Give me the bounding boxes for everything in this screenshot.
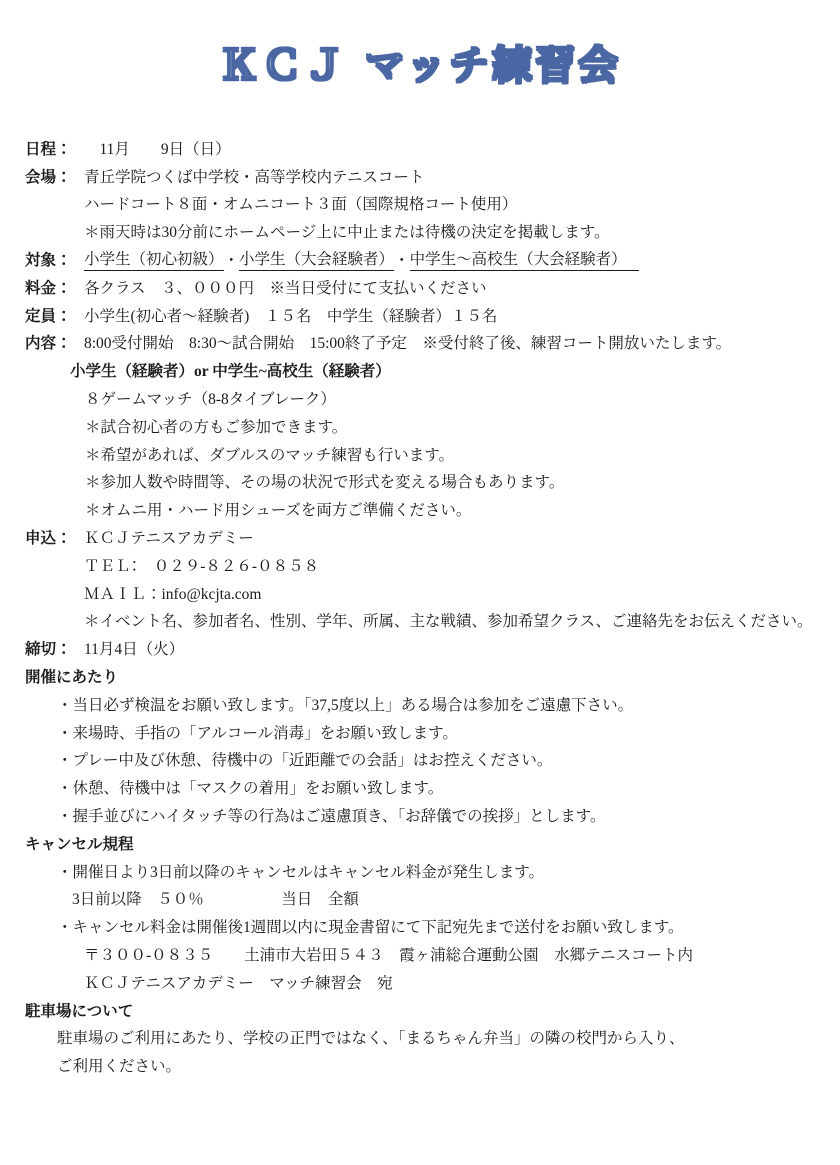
cancellation-address-line <box>0 940 840 968</box>
venue-rain-note-line <box>0 217 840 245</box>
fee-row <box>0 273 840 301</box>
parking-text-line <box>0 1024 840 1052</box>
venue-courts-line <box>0 190 840 218</box>
deadline-label: 締切： <box>25 641 72 659</box>
target-group-3: 中学生～高校生（大会経験者） <box>410 247 639 271</box>
deadline-value: 11月4日（火） <box>84 641 185 659</box>
application-mail: ＭＡＩＬ：info@kcjta.com <box>84 585 262 603</box>
parking-text: 駐車場のご利用にあたり、学校の正門ではなく、「まるちゃん弁当」の隣の校門から入り、 <box>57 1030 685 1048</box>
cancellation-rule-text: ・開催日より3日前以降のキャンセルはキャンセル料金が発生します。 <box>57 863 545 881</box>
program-subheading: 小学生（経験者）or 中学生~高校生（経験者） <box>70 363 391 381</box>
program-detail-line <box>0 495 840 523</box>
fee-label: 料金： <box>25 279 72 297</box>
target-separator: ・ <box>223 252 240 270</box>
doc-body <box>0 134 840 1079</box>
program-detail-text: ＊試合初心者の方もご参加できます。 <box>85 418 348 436</box>
application-value: ＫＣＪテニスアカデミー <box>84 530 254 548</box>
schedule-row <box>0 134 840 162</box>
cancellation-addressee-text: ＫＣＪテニスアカデミー マッチ練習会 宛 <box>84 974 393 992</box>
program-detail-line <box>0 440 840 468</box>
cancellation-fees-line <box>0 885 840 913</box>
parking-heading-line <box>0 996 840 1024</box>
doc-title: ＫＣＪ マッチ練習会 <box>218 43 622 89</box>
venue-courts-text: ハードコート８面・オムニコート３面（国際規格コート使用） <box>84 196 518 214</box>
cancellation-heading: キャンセル規程 <box>25 835 134 853</box>
parking-text-line <box>0 1051 840 1079</box>
notice-item-text: ・握手並びにハイタッチ等の行為はご遠慮頂き、「お辞儀での挨拶」とします。 <box>57 808 606 826</box>
target-group-2: 小学生（大会経験者） <box>239 247 394 271</box>
cancellation-payment-line <box>0 912 840 940</box>
cancellation-payment-text: ・キャンセル料金は開催後1週間以内に現金書留にて下記宛先まで送付をお願い致します。 <box>57 919 684 937</box>
capacity-label: 定員： <box>25 307 72 325</box>
venue-label: 会場： <box>25 168 72 186</box>
venue-value: 青丘学院つくば中学校・高等学校内テニスコート <box>84 168 425 186</box>
schedule-value: 11月 9日（日） <box>84 140 231 158</box>
deadline-row <box>0 634 840 662</box>
program-detail-line <box>0 412 840 440</box>
program-detail-text: ＊オムニ用・ハード用シューズを両方ご準備ください。 <box>85 502 472 520</box>
target-separator: ・ <box>394 252 410 270</box>
target-row <box>0 245 840 273</box>
program-detail-text: ＊希望があれば、ダブルスのマッチ練習も行います。 <box>85 446 455 464</box>
application-tel-line <box>0 551 840 579</box>
application-tel: ＴＥＬ： ０２９‐８２６‐０８５８ <box>84 557 320 575</box>
application-note: ＊イベント名、参加者名、性別、学年、所属、主な戦績、参加希望クラス、ご連絡先をお伝えください。 <box>84 613 813 631</box>
program-row <box>0 329 840 357</box>
notices-heading-line <box>0 662 840 690</box>
cancellation-addressee-line <box>0 968 840 996</box>
notice-item-text: ・休憩、待機中は「マスクの着用」をお願い致します。 <box>57 780 444 798</box>
notice-item <box>0 801 840 829</box>
target-label: 対象： <box>25 252 72 270</box>
schedule-label: 日程： <box>25 140 72 158</box>
venue-rain-note-text: ＊雨天時は30分前にホームページ上に中止または待機の決定を掲載します。 <box>84 224 610 242</box>
parking-text: ご利用ください。 <box>57 1058 182 1076</box>
notice-item-text: ・プレー中及び休憩、待機中の「近距離での会話」はお控えください。 <box>57 752 553 770</box>
application-mail-line <box>0 579 840 607</box>
application-note-line <box>0 607 840 635</box>
application-row <box>0 523 840 551</box>
cancellation-heading-line <box>0 829 840 857</box>
program-value: 8:00受付開始 8:30～試合開始 15:00終了予定 ※受付終了後、練習コート開放いたします。 <box>84 335 732 353</box>
venue-row <box>0 162 840 190</box>
fee-value: 各クラス ３、０００円 ※当日受付にて支払いください <box>84 279 487 297</box>
cancellation-address-text: 〒３００‐０８３５ 土浦市大岩田５４３ 霞ヶ浦総合運動公園 水郷テニスコート内 <box>84 947 694 964</box>
program-subheading-line <box>0 356 840 384</box>
program-detail-line <box>0 468 840 496</box>
cancellation-fees-text: 3日前以降 ５０％ 当日 全額 <box>72 891 359 909</box>
cancellation-rule-line <box>0 857 840 885</box>
capacity-value: 小学生(初心者～経験者) １５名 中学生（経験者）１５名 <box>84 307 498 325</box>
parking-heading: 駐車場について <box>25 1002 134 1020</box>
program-detail-text: ＊参加人数や時間等、その場の状況で形式を変える場合もあります。 <box>85 474 565 492</box>
program-label: 内容： <box>25 335 72 353</box>
notice-item <box>0 690 840 718</box>
program-detail-line <box>0 384 840 412</box>
notice-item <box>0 718 840 746</box>
notices-heading: 開催にあたり <box>25 669 119 687</box>
application-label: 申込： <box>25 530 72 548</box>
notice-item-text: ・来場時、手指の「アルコール消毒」をお願い致します。 <box>57 724 458 742</box>
notice-item <box>0 773 840 801</box>
program-detail-text: ８ゲームマッチ（8-8タイブレーク） <box>85 391 336 409</box>
capacity-row <box>0 301 840 329</box>
notice-item-text: ・当日必ず検温をお願い致します。「37,5度以上」ある場合は参加をご遠慮下さい。 <box>57 696 634 714</box>
notice-item <box>0 746 840 774</box>
target-group-1: 小学生（初心初級） <box>84 247 224 271</box>
